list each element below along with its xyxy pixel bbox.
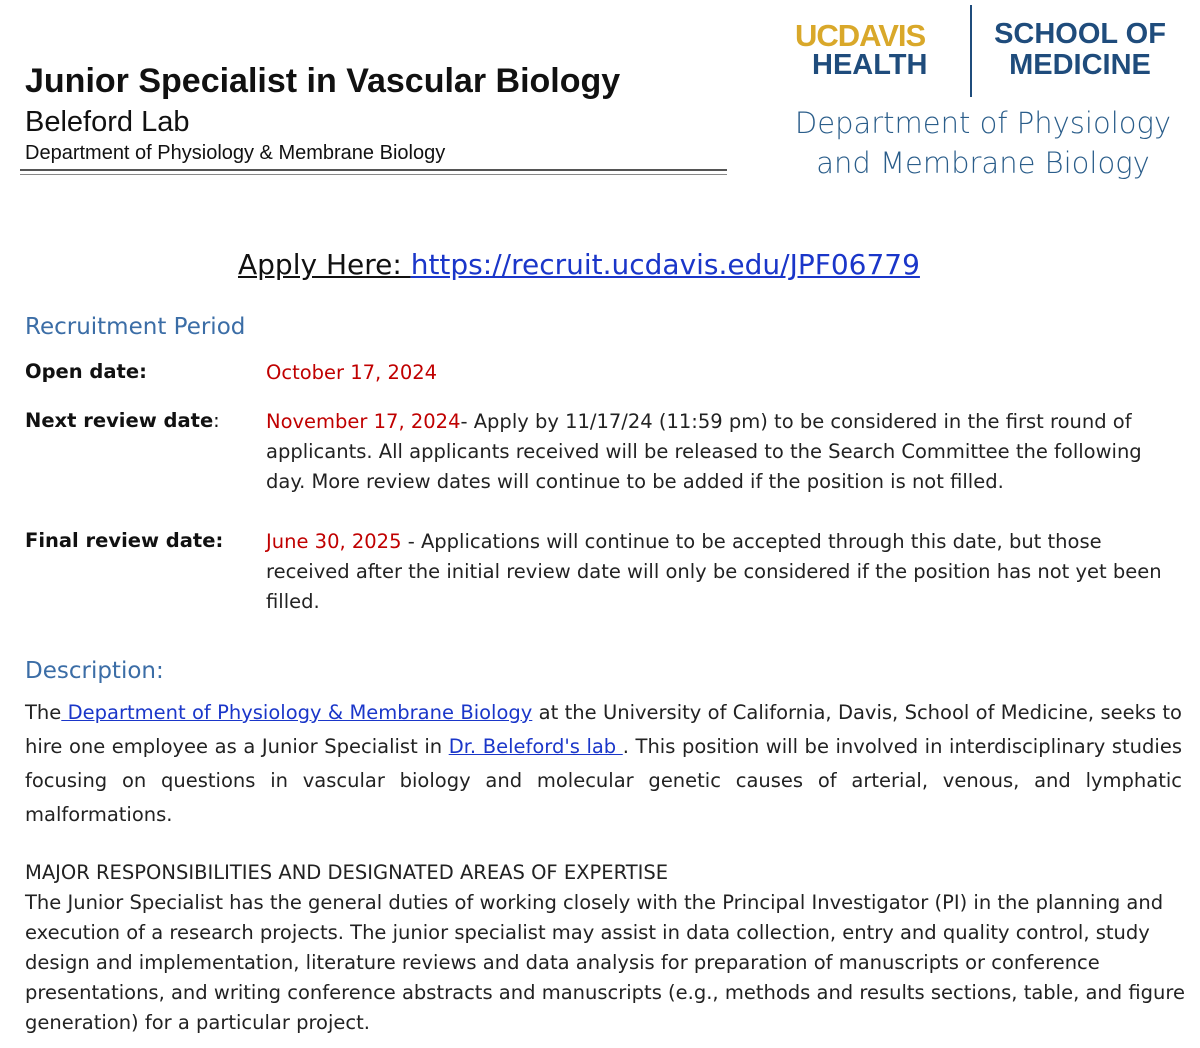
department-subtitle: Department of Physiology & Membrane Biology [25, 142, 446, 164]
apply-line [238, 248, 920, 281]
next-review-text [266, 407, 1176, 497]
recruitment-heading: Recruitment Period [25, 314, 246, 340]
desc-start: The [25, 701, 62, 724]
logo-department-name: Department of Physiology and Membrane Biology [794, 106, 1172, 180]
lab-link[interactable]: Dr. Beleford's lab [448, 735, 623, 758]
desc-end: . This position will be involved in interdisciplinary studies focusing on questions in vascular biology and molecular genetic causes of arterial, venous, and lymphatic malformations. [25, 735, 1182, 826]
next-review-date: November 17, 2024 [266, 410, 461, 433]
health-logo-text: HEALTH [812, 49, 928, 81]
department-link[interactable]: Department of Physiology & Membrane Biology [61, 701, 533, 724]
description-heading: Description: [25, 658, 164, 684]
final-review-label: Final review date: [25, 529, 224, 552]
next-review-label [25, 409, 220, 432]
uc-davis-logo-text: UCDAVIS [795, 18, 926, 53]
final-review-date: June 30, 2025 [266, 530, 402, 553]
header-rule [20, 169, 727, 171]
open-date-value: October 17, 2024 [266, 361, 438, 384]
open-date-label: Open date: [25, 360, 147, 383]
responsibilities-text: The Junior Specialist has the general duties of working closely with the Principal Investigator (PI) in the planning and execution of a research projects. The junior specialist may assist in data collection, entry and quality control, study design and implementation, literature reviews and data analysis for preparation of manuscripts or conference presentations, and writing conference abstracts and manuscripts (e.g., methods and results sections, table, and figure generation) for a particular project. [25, 891, 1185, 1034]
next-review-colon: : [213, 409, 220, 432]
lab-name: Beleford Lab [25, 106, 190, 138]
header-rule-thin [20, 174, 727, 175]
apply-link[interactable]: https://recruit.ucdavis.edu/JPF06779 [410, 248, 920, 281]
desc-mid: at the University of California, Davis, School of Medicine, seeks to hire one employee as a Junior Specialist in [25, 701, 1182, 758]
apply-label: Apply Here: [238, 248, 411, 281]
next-review-label-text: Next review date [25, 409, 214, 432]
logo-divider [970, 5, 972, 97]
description-paragraph [25, 696, 1182, 832]
school-of-medicine-logo-text: SCHOOL OF MEDICINE [994, 18, 1166, 81]
final-review-text [266, 527, 1186, 617]
page-title: Junior Specialist in Vascular Biology [25, 62, 621, 100]
next-review-description: - Apply by 11/17/24 (11:59 pm) to be considered in the first round of applicants. All applicants received will be released to the Search Committee the following day. More review dates will continue to be added if the position is not filled. [266, 410, 1142, 493]
final-review-description: - Applications will continue to be accepted through this date, but those received after the initial review date will only be considered if the position has not yet been filled. [266, 530, 1162, 613]
responsibilities-heading: MAJOR RESPONSIBILITIES AND DESIGNATED AREAS OF EXPERTISE [25, 861, 669, 884]
